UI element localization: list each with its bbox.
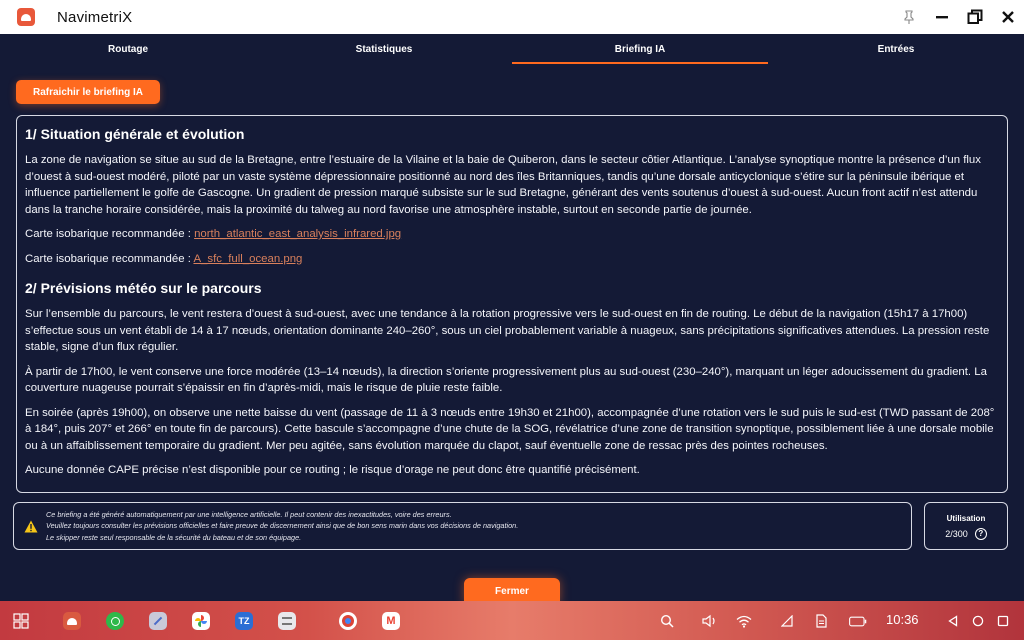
usage-title: Utilisation [946, 514, 986, 523]
section-2-title: 2/ Prévisions météo sur le parcours [25, 280, 262, 296]
map-recommendation-2 [25, 251, 999, 268]
map-link-sfc-ocean[interactable]: A_sfc_full_ocean.png [193, 252, 303, 265]
navimetrix-app-icon [67, 618, 77, 625]
search-button[interactable] [658, 612, 676, 630]
app-drawer-button[interactable] [12, 612, 30, 630]
home-circle-icon [972, 615, 984, 627]
map-recommendation-1 [25, 226, 999, 243]
pinwheel-icon [194, 614, 208, 628]
volume-button[interactable] [701, 612, 719, 630]
battery-icon [849, 616, 867, 627]
tab-bar [0, 34, 1024, 64]
taskbar-navimetrix[interactable] [63, 612, 81, 630]
recents-button[interactable] [994, 612, 1012, 630]
volume-icon [702, 614, 718, 628]
restore-icon [967, 9, 983, 25]
section-1-title: 1/ Situation générale et évolution [25, 126, 245, 142]
map-label: Carte isobarique recommandée : [25, 228, 191, 240]
section-1-paragraph: La zone de navigation se situe au sud de la Bretagne, entre l’estuaire de la Vilaine et la baie de Quiberon, dans le secteur côtier Atlantique. L’analyse synoptique montre la présence d’un flux d’ouest à sud-ouest modéré, piloté par un vaste système dépressionnaire positionné au nord des îles Britanniques, tandis qu’une dorsale anticyclonique s’étire sur la péninsule ibérique et influence partiellement le golfe de Gascogne. Un gradient de pression marqué subsiste sur le sud Bretagne, générant des vents soutenus d’ouest à sud-ouest. Aucun front actif n’est attendu dans la tranche horaire considérée, mais la proximité du talweg au nord favorise une atmosphère instable, surtout en seconde partie de journée. [25, 154, 981, 216]
battery-status [849, 612, 867, 630]
sim-card-icon [816, 614, 827, 628]
map-label: Carte isobarique recommandée : [25, 252, 191, 265]
minimize-button[interactable] [925, 0, 958, 34]
signal-status [778, 612, 796, 630]
clock: 10:36 [886, 612, 919, 627]
back-triangle-icon [947, 615, 959, 627]
minimize-icon [935, 10, 949, 24]
taskbar-chrome[interactable] [339, 612, 357, 630]
system-taskbar [0, 601, 1024, 640]
section-2-paragraph-4: Aucune donnée CAPE précise n’est disponible pour ce routing ; le risque d’orage ne peut donc être quantifié précisément. [25, 464, 640, 476]
wifi-status[interactable] [735, 612, 753, 630]
taskbar-gmail[interactable] [382, 612, 400, 630]
back-button[interactable] [944, 612, 962, 630]
pin-icon [902, 10, 916, 24]
chrome-icon [342, 615, 354, 627]
section-2-paragraph-2: À partir de 17h00, le vent conserve une force modérée (13–14 nœuds), la direction s’oriente progressivement plus au sud-ouest (230–240°), marquant un léger adoucissement du gradient. La couverture nuageuse pourrait s’épaissir en fin d’après-midi, mais le risque de pluie reste faible. [25, 365, 987, 394]
close-window-button[interactable] [991, 0, 1024, 34]
maximize-button[interactable] [958, 0, 991, 34]
tab-statistiques[interactable]: Statistiques [355, 43, 413, 55]
window-title: NavimetriX [57, 8, 133, 26]
files-icon [282, 617, 292, 625]
tab-briefing-ia[interactable]: Briefing IA [512, 34, 768, 64]
refresh-briefing-button[interactable]: Rafraichir le briefing IA [16, 80, 160, 104]
map-link-infrared[interactable]: north_atlantic_east_analysis_infrared.jpg [194, 228, 402, 240]
disclaimer-line-3: Le skipper reste seul responsable de la sécurité du bateau et de son équipage. [46, 532, 302, 542]
gmail-icon: M [386, 615, 396, 627]
pen-icon [154, 617, 162, 625]
disclaimer-line-1: Ce briefing a été généré automatiquement par une intelligence artificielle. Il peut contenir des inexactitudes, voire des erreurs. [46, 509, 452, 519]
sim-status [812, 612, 830, 630]
whatsapp-icon [111, 617, 120, 626]
pin-button[interactable] [892, 0, 925, 34]
close-button[interactable]: Fermer [464, 578, 560, 604]
title-bar [0, 0, 1024, 34]
wifi-icon [736, 615, 752, 628]
taskbar-notes[interactable] [149, 612, 167, 630]
close-icon [1001, 10, 1015, 24]
usage-row [925, 528, 1007, 540]
tab-entrees[interactable]: Entrées [877, 43, 915, 55]
section-2-paragraph-1: Sur l’ensemble du parcours, le vent restera d’ouest à sud-ouest, avec une tendance à la rotation progressive vers le sud-ouest en fin de routing. Le début de la navigation (15h17 à 17h00) s’effectue sous un vent établi de 14 à 17 nœuds, orientation dominante 240–260°, sous un ciel probablement variable à nuageux, sans précipitations significatives attendues. La pression reste stable, signe d’un flux régulier. [25, 308, 990, 353]
briefing-panel[interactable] [16, 115, 1008, 493]
usage-count: 2/300 [945, 529, 968, 539]
taskbar-whatsapp[interactable] [106, 612, 124, 630]
tab-routage[interactable]: Routage [108, 43, 148, 55]
taskbar-files[interactable] [278, 612, 296, 630]
warning-icon [24, 520, 38, 533]
disclaimer-line-2: Veuillez toujours consulter les prévisions officielles et faire preuve de discernement ainsi que de bon sens marin dans vos décisions de navigation. [46, 521, 519, 531]
app-logo-icon [17, 8, 35, 26]
signal-icon [781, 615, 793, 627]
section-2-paragraph-3: En soirée (après 19h00), on observe une nette baisse du vent (passage de 11 à 3 nœuds entre 19h30 et 21h00), accompagnée d’une rotation vers le sud puis le sud-est (TWD passant de 208° à 184°, puis 207° et 266° en toute fin de parcours). Cette bascule s’accompagne d’une chute de la SOG, révélatrice d’une zone de transition synoptique, possiblement liée à une dorsale mobile ou à un affaiblissement temporaire du gradient. Mer peu agitée, sans évolution marquée du clapot, sauf éventuelle zone de ressac près des pointes rocheuses. [25, 406, 995, 452]
tz-app-icon: TZ [238, 616, 250, 626]
home-button[interactable] [969, 612, 987, 630]
grid-icon [13, 613, 29, 629]
recents-square-icon [997, 615, 1009, 627]
search-icon [660, 614, 674, 628]
taskbar-tz[interactable] [235, 612, 253, 630]
help-icon[interactable]: ? [975, 528, 987, 540]
taskbar-photos[interactable] [192, 612, 210, 630]
ai-disclaimer [13, 502, 912, 550]
usage-box [924, 502, 1008, 550]
window-controls [892, 0, 1024, 34]
disclaimer-text [46, 509, 518, 544]
